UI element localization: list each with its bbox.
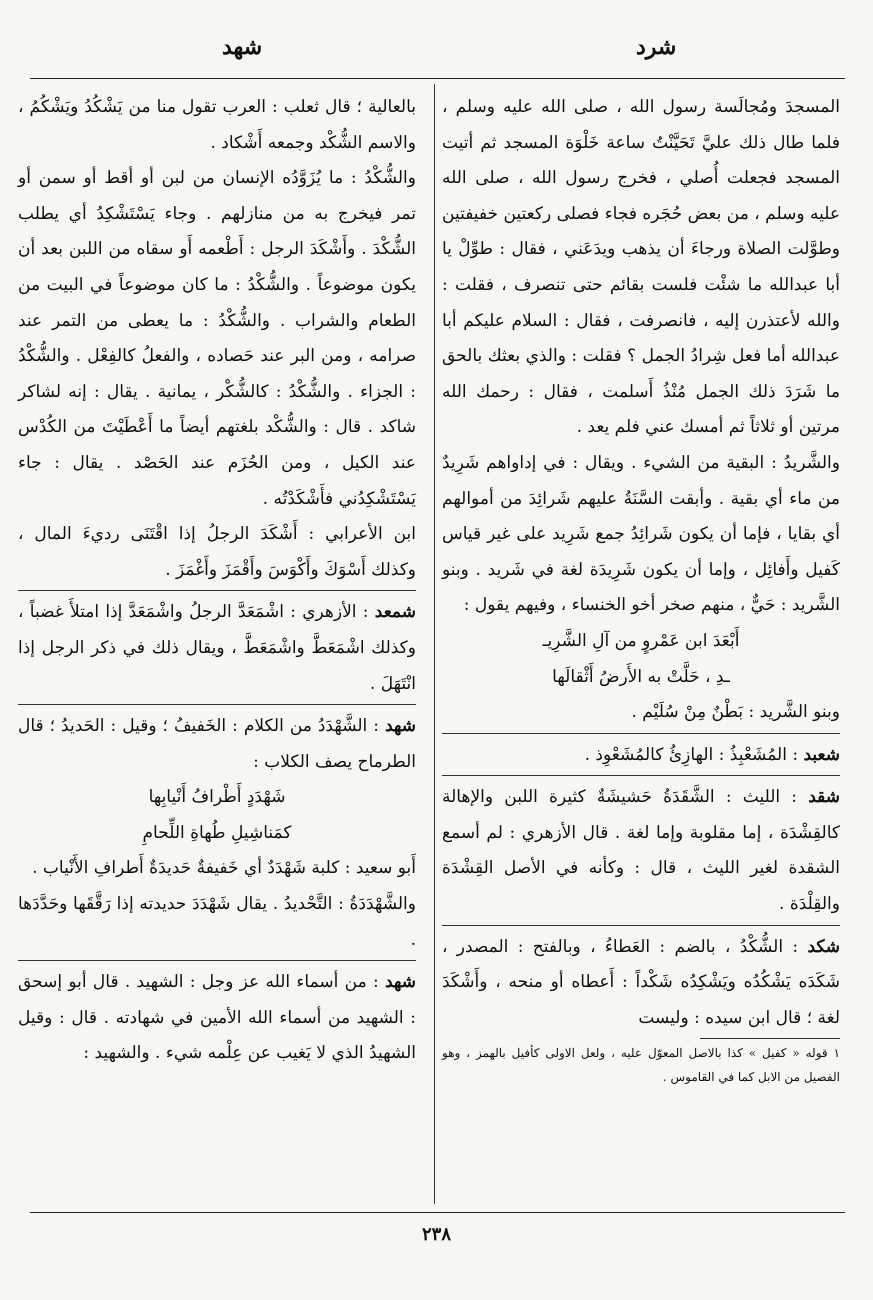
verse-line: كمَناشِيلِ طُهاةِ اللِّحامِ [142, 822, 292, 843]
running-head-left: شهد [222, 34, 263, 60]
entry-text: : الشُّكْدُ ، بالضم : العَطاءُ ، وبالفتح : المصدر ، شَكَدَه يَشْكُدُه ويَشْكِدُه شَكْداً : أَعطاه أو منحه ، وأَشْكَدَ لغة ؛ قال ابن سيده : وليست [442, 936, 840, 1028]
paragraph-banu-sharid: وبنو الشَّريد : بَطْنٌ مِنْ سُلَيْم . [631, 702, 840, 723]
paragraph-sharid-baqiya: والشَّريدُ : البقية من الشيء . ويقال : في إداواهم شَرِيدٌ من ماء أي بقية . وأبقت السَّنَةُ عليهم شَرائِدَ من أموالهم أي بقايا ، فإما أن يكون شَرائِدُ جمع شَرِيد على غير قياس كَفيل وأَفائِل ، وإما أن يكون شَرِيدَة لغة في شَريد . وبنو الشَّريد : حَيٌّ ، منهم صخر أخو الخنساء ، وفيهم يقول : [442, 452, 840, 616]
footer-rule [30, 1212, 845, 1213]
paragraph-ibn-alarabi: ابن الأعرابي : أَشْكَدَ الرجلُ إذا اقْتَنَى رديءَ المال ، وكذلك أَسْوَكَ وأَكْوَسَ وأَقْمَزَ وأَغْمَزَ . [18, 524, 416, 580]
verse-line: ـدِ ، حَلَّتْ به الأَرضُ أَثْقالَها [552, 666, 730, 687]
paragraph-sharid-hadith: المسجدَ ومُجالَسة رسول الله ، صلى الله عليه وسلم ، فلما طال ذلك عليَّ تَحَيَّنْتُ ساعة خَلْوَة المسجد ثم أتيت المسجد فجعلت أُصلي ، فخرج رسول الله ، صلى الله عليه وسلم ، من بعض حُجَره فجاء فصلى ركعتين خفيفتين وطوَّلت الصلاة ورجاءَ أن يذهب ويدَعَني ، فقال : طوِّلْ يا أبا عبدالله ما شئْت فلست بقائم حتى تنصرف ، فقلت : والله لأعتذرن إليه ، فانصرفت ، فقال : السلام عليكم أبا عبدالله أما فعل شِرادُ الجمل ؟ فقلت : والذي بعثك بالحق ما شَرَدَ ذلك الجمل مُنْذُ أَسلمت ، فقال : رحمك الله مرتين أو ثلاثاً ثم أمسك عني فلم يعد . [442, 97, 840, 438]
entry-shahdad [18, 709, 416, 780]
column-divider [434, 84, 435, 1204]
entry-text: : الليث : الشَّقَدَةُ حَشيشَةٌ كثيرة اللبن والإهالة كالقِشْدَة ، إما مقلوبة وإما لغة . قال الأزهري : لم أسمع الشقدة لغير الليث ، قال : وكأنه في الأصل القِشْدَة والقِلْدَة . [442, 787, 840, 915]
entry-shahid [18, 965, 416, 1072]
entry-divider [442, 775, 840, 776]
verse-line: أَبْعَدَ ابن عَمْروٍ من آلِ الشَّرِيـ [542, 630, 740, 651]
entry-headword: شكد [807, 936, 840, 957]
verse-line: شَهْدَدٍ أَطْرافُ أَنْيابِها [148, 787, 286, 808]
footnote: ١ قوله « كفيل » كذا بالاصل المعوّل عليه ، ولعل الاولى كأفيل بالهمز ، وهو الفصيل من الابل كما في القاموس . [442, 1046, 840, 1085]
entry-divider [442, 733, 840, 734]
header-rule [30, 78, 845, 79]
entry-shabad [442, 738, 840, 774]
entry-headword: شعبد [803, 744, 840, 765]
footnote-rule [700, 1038, 840, 1039]
paragraph-shakad-continued: بالعالية ؛ قال ثعلب : العرب تقول منا من يَشْكُدُ ويَشْكُمُ ، والاسم الشُّكْد وجمعه أَشْكاد . [18, 97, 416, 153]
entry-divider [442, 925, 840, 926]
paragraph-shukd-meanings: والشُّكْدُ : ما يُزَوَّدُه الإنسان من لبن أو أقط أو سمن أو تمر فيخرج به من منازلهم . وجاء يَسْتَشْكِدُ أي يطلب الشُّكْدَ . وأَشْكَدَ الرجل : أَطْعمه أَو سقاه من اللبن بعد أن يكون موضوعاً . والشُّكْدُ : ما كان موضوعاً في البيت من الطعام والشراب . والشُّكْدُ : ما يعطى من التمر عند صرامه ، ومن البر عند حَصاده ، والفعلُ كالفِعْل . والشُّكْدُ : الجزاء . والشُّكْدُ : كالشُّكْر ، يمانية . يقال : إنه لشاكر شاكد . قال : والشُّكْد بلغتهم أيضاً ما أَعْطَيْتَ من الكُدْس عند الكيل ، ومن الحُزَم عند الحَصْد . يقال : جاء يَسْتَشْكِدُني فأَشْكَدْتُه . [18, 168, 416, 509]
entry-text: : المُشَعْبِذُ : الهازِئُ كالمُشَعْوِذ . [584, 744, 804, 765]
paragraph-shahdada: والشَّهْدَدَةُ : التَّحْديدُ . يقال شَهْدَدَ حديدته إذا رَقَّقَها وحَدَّدَها . [18, 894, 416, 950]
entry-headword: شقد [808, 787, 840, 808]
entry-divider [18, 590, 416, 591]
entry-shaqad [442, 780, 840, 922]
entry-text: : الأزهري : اشْمَعَدَّ الرجلُ واشْمَعَدَّ إذا امتلأَ غضباً ، وكذلك اشْمَعَطَّ واشْمَعَطَّ ، ويقال ذلك في ذكر الرجل إذا انْتَهَلَ . [18, 602, 416, 694]
entry-headword: شهد [384, 716, 416, 737]
entry-shakad [442, 930, 840, 1037]
page-number: ٢٣٨ [421, 1224, 451, 1245]
paragraph-abu-said: أَبو سعيد : كلبة شَهْدَدٌ أي خَفيفةٌ حَديدَةٌ أَطرافِ الأَنْياب . [32, 858, 416, 879]
entry-headword: شمعد [374, 602, 416, 623]
left-column [18, 90, 416, 1072]
right-column [442, 90, 840, 1089]
entry-text: : من أسماء الله عز وجل : الشهيد . قال أبو إسحق : الشهيد من أسماء الله الأمين في شهادته . قال : وقيل الشهيدُ الذي لا يَغيب عن عِلْمه شيء . والشهيد : [18, 972, 416, 1064]
entry-divider [18, 704, 416, 705]
running-head-right: شرد [636, 34, 677, 60]
entry-divider [18, 960, 416, 961]
entry-shamad [18, 595, 416, 702]
entry-text: : الشَّهْدَدُ من الكلام : الخَفيفُ ؛ وقيل : الحَديدُ ؛ قال الطرماح يصف الكلاب : [18, 716, 416, 772]
entry-headword: شهد [384, 972, 416, 993]
